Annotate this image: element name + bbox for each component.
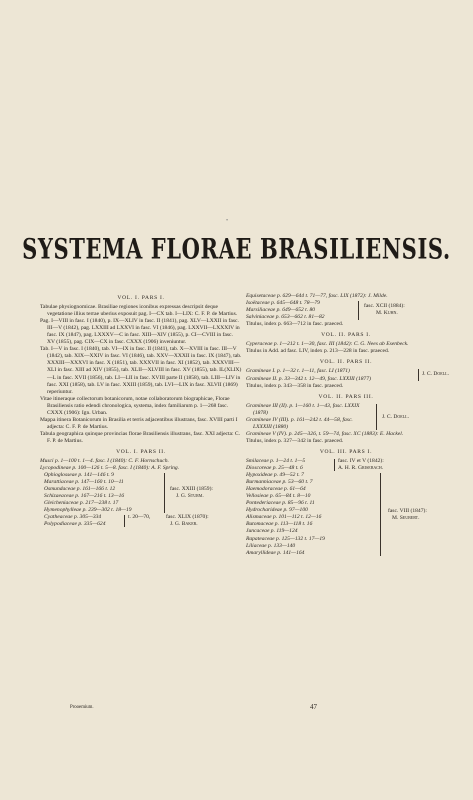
group5-author: J. C. Doell.	[382, 413, 410, 420]
group-fasc-xcii	[246, 300, 446, 321]
group6-item: Smilaceae p. 1—24 t. 1—5	[246, 457, 306, 464]
heading-vol1-part1: VOL. I. PARS I.	[117, 295, 165, 301]
entry-vitae: Vitae itineraque collectorum botanicorum, notae collaboratorum biographicae, Florae Brasiliensis ratio edendi chronologica, systema, index familiarum p. 1—268 fasc. CXXX (1906): Ign. Urban.	[40, 395, 230, 416]
entry-lycopodineae: Lycopodineae p. 100—126 t. 5—8. fasc. I (1840): A. F. Spring.	[40, 465, 180, 472]
group4-author: J. C. Doell.	[422, 371, 450, 378]
group1-item: Schizaeaceae p. 167—216 t. 13—16	[44, 493, 125, 500]
group7-fasc: fasc. VIII (1847):	[388, 508, 427, 515]
group4-item: Gramineae I. p. 1—32 t. 1—11, fasc. LI (1871)	[246, 368, 350, 375]
group1-author: J. G. Sturm.	[176, 493, 204, 500]
entry-tabulae: Tabulae physiognomicae. Brasiliae regiones iconibus expressas descripsit deque vegetatione illius terrae uberius exposuit pag. I—CX tab. I—LIX: C. F. P. de Martius.	[40, 304, 238, 318]
group-doell-1	[246, 368, 450, 382]
heading-vol2-part2: VOL. II. PARS II.	[319, 359, 373, 366]
group7-item: Pontederiaceae p. 85—96 t. 11	[246, 500, 315, 507]
group7-item: Haemodoraceae p. 61—64	[246, 486, 306, 493]
group7-author: M. Seubert.	[392, 515, 420, 522]
page-number: 47	[310, 703, 317, 711]
group-doell-2	[246, 403, 446, 431]
group3-item: Salviniaceae p. 653—662 t. 81—82	[246, 314, 325, 321]
group1-item: Marattiaceae p. 147—160 t. 10—11	[44, 479, 124, 486]
group3-fasc: fasc. XCII (1884):	[364, 303, 405, 310]
entry-titulus-3: Titulus, index p. 343—358 in fasc. praeced.	[246, 382, 344, 389]
brace-line	[380, 473, 381, 556]
entry-titulus-2: Titulus in Add. ad fasc. LIV, index p. 213—228 in fasc. praeced.	[246, 348, 390, 355]
ornament-dot: •	[226, 218, 229, 224]
brace-line	[418, 369, 419, 381]
group-seubert	[246, 472, 446, 557]
group2-item: Polypodiaceae p. 335—624	[44, 521, 106, 528]
group4-item: Gramineae II. p. 33—342 t. 12—49, fasc. LXXIII (1877)	[246, 375, 371, 382]
group1-item: Gleicheniaceae p. 217—238 t. 17	[44, 500, 119, 507]
left-column	[40, 293, 242, 528]
brace-line	[164, 473, 165, 513]
group6-fasc: fasc. IV et V (1842):	[338, 457, 384, 464]
group7-item: Amaryllideae p. 141—164	[246, 549, 305, 556]
entry-cyperaceae: Cyperaceae p. 1—212 t. 1—30, fasc. III (1842): C. G. Nees ab Esenbeck.	[246, 341, 409, 348]
group7-item: Liliaceae p. 133—140	[246, 542, 296, 549]
brace-line	[376, 404, 377, 430]
group7-item: Burmanniaceae p. 53—60 t. 7	[246, 479, 313, 486]
group3-item: Isoëtaceae p. 645—648 t. 78—79	[246, 300, 320, 307]
group5-item: Gramineae IV (III). p. 161—242 t. 44—58, fasc. LXXXIII (1880)	[246, 416, 353, 430]
group6-author: A. H. R. Grisebach.	[338, 464, 384, 471]
entry-tabula: Tabula geographica quinque provincias florae Brasiliensis illustrans, fasc. XXI adjecta: C. F. P. de Martius.	[40, 430, 241, 444]
group-fasc-xlix	[40, 514, 242, 528]
group1-item: Ophioglosseae p. 141—146 t. 9	[44, 472, 114, 479]
group-grisebach	[246, 458, 446, 472]
group7-item: Vellosieae p. 65—84 t. 8—10	[246, 493, 311, 500]
group1-item: Hymenophylleae p. 239—302 t. 18—19	[44, 507, 132, 514]
heading-vol3-part1: VOL. III. PARS I.	[319, 448, 373, 455]
group1-item: Osmundaceae p. 161—166 t. 12	[44, 486, 116, 493]
page-title: SYSTEMA FLORAE BRASILIENSIS.	[22, 231, 451, 266]
group-fasc-xxiii	[40, 472, 242, 514]
entry-musci: Musci p. 1—100 t. 1—4. fasc. I (1840): C. F. Hornschuch.	[40, 458, 169, 465]
brace-line	[358, 301, 359, 320]
group1-fasc: fasc. XXIII (1859):	[170, 486, 213, 493]
group7-item: Hydrocharideae p. 97—100	[246, 507, 308, 514]
group2-fasc: fasc. XLIX (1870):	[166, 514, 209, 521]
entry-titulus-1: Titulus, index p. 663—712 in fasc. praeced.	[246, 321, 344, 328]
group2-plates: t. 20—70,	[128, 514, 151, 521]
group2-author: J. G. Baker.	[170, 521, 198, 528]
prooemium-label: Prooemium.	[70, 705, 94, 710]
heading-vol1-part2: VOL. I. PARS II.	[116, 448, 166, 455]
group3-author: M. Kuhn.	[376, 310, 398, 317]
entry-titulus-4: Titulus, index p. 327—342 in fasc. praeced.	[246, 437, 344, 444]
brace-line	[124, 515, 125, 527]
group7-item: Butomaceae p. 113—118 t. 16	[246, 521, 313, 528]
group7-item: Hypoxideae p. 49—52 t. 7	[246, 472, 304, 479]
entry-mappa: Mappa itinera Botanicorum in Brasilia et terris adjacentibus illustrans, fasc. XVIII parti I adjecta: C. F. P. de Martius.	[40, 416, 238, 430]
group5-item: Gramineae III (II). p. 1—160 t. 1—43, fasc. LXXIX (1878)	[246, 402, 360, 416]
group7-item: Juncaceae p. 119—124	[246, 528, 298, 535]
group7-item: Rapateaceae p. 125—132 t. 17—19	[246, 535, 325, 542]
entry-equisetaceae: Equisetaceae p. 629—644 t. 71—77, fasc. LIX (1872): J. Milde.	[246, 293, 388, 299]
entry-gramineae-v: Gramineae V (IV). p. 245—326, t. 59—74, fasc. XC (1883): E. Hackel.	[246, 430, 404, 437]
brace-line	[334, 459, 335, 471]
group2-item: Cyatheaceae p. 305—334	[44, 514, 102, 521]
entry-pages: Pag. I—VIII in fasc. I (1840), p. IX—XLIV in fasc. II (1841), pag. XLV—LXXII in fasc. III—V (1842), pag. LXXIII ad LXXVI in fasc. VI (1846), pag. LXXVII—LXXXIV in fasc. IX (1847), pag. LXXXV—C in fasc. XIII—XIV (1855), p. CI—CVIII in fasc. XV (1855), pag. CIX—CX in fasc. CXXX (1906) inveniuntur.	[40, 318, 240, 346]
group6-item: Dioscoreae p. 25—48 t. 6	[246, 465, 303, 472]
right-column	[246, 293, 450, 557]
group7-item: Alismaceae p. 101—112 t. 12—16	[246, 514, 322, 521]
group3-item: Marsiliaceae p. 649—652 t. 80	[246, 307, 316, 314]
heading-vol2-part3: VOL. II. PARS III.	[318, 393, 374, 400]
entry-tables: Tab. I—V in fasc. I (1840), tab. VI—IX in fasc. II (1841), tab. X—XVIII in fasc. III—V (1842), tab. XIX—XXIV in fasc. VI (1846), tab. XXV—XXXII in fasc. IX (1847), tab. XXXIII—XXXVI in fasc. X (1851), tab. XXXVII in fasc. XI (1852), tab. XXXVIII—XLI in fasc. XIII ad XIV (1855), tab. XLII—XLVIII in fasc. XV (1855), tab. IL(XLIX)—L in fasc. XVII (1856), tab. LI—LII in fasc. XVIII parte II (1858), tab. LIII—LIV in fasc. XXI (1858), tab. LV in fasc. XXIII (1859), tab. LVI—LIX in fasc. XLVII (1869) reperiuntur.	[40, 346, 242, 395]
heading-vol2-part1: VOL. II. PARS I.	[321, 332, 371, 339]
